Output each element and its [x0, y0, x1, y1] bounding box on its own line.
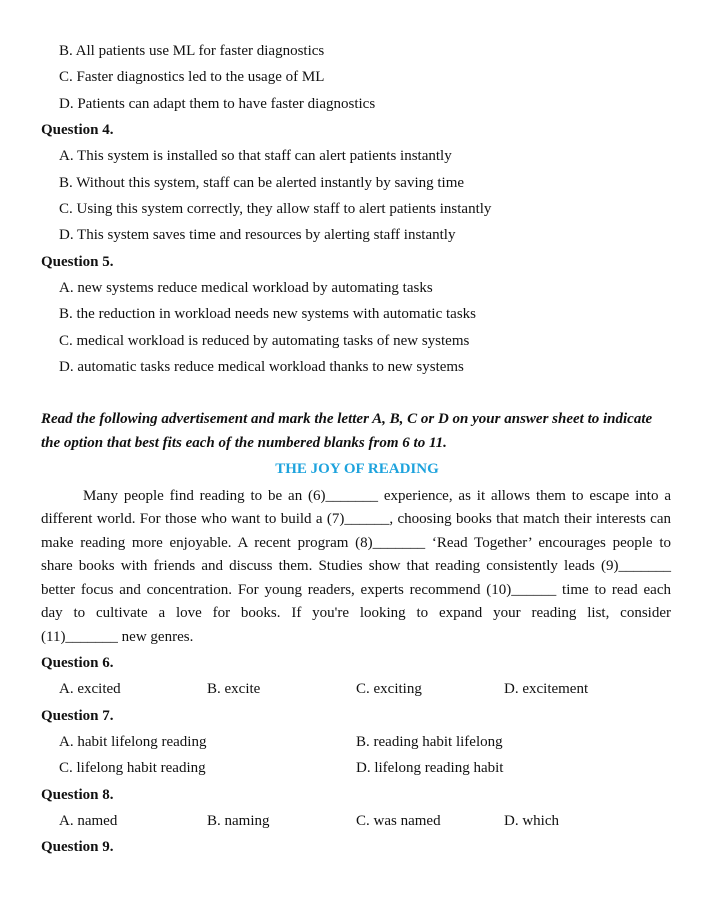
q7-option-b: B. reading habit lifelong [356, 734, 503, 750]
passage-line-7: (11)_______ new genres. [41, 629, 194, 645]
q4-option-d: D. This system saves time and resources by alerting staff instantly [59, 227, 456, 243]
q6-option-b: B. excite [207, 681, 261, 697]
q4-option-c: C. Using this system correctly, they allow staff to alert patients instantly [59, 201, 492, 217]
q7-option-a: A. habit lifelong reading [59, 734, 207, 750]
question-8-label: Question 8. [41, 787, 114, 803]
q6-option-a: A. excited [59, 681, 121, 697]
q5-option-c: C. medical workload is reduced by automating tasks of new systems [59, 333, 470, 349]
q6-option-d: D. excitement [504, 681, 589, 697]
q8-option-c: C. was named [356, 813, 441, 829]
passage-line-4: share books with friends and discuss them. Studies show that reading consistently leads (9)_______ [41, 558, 671, 574]
q4-option-a: A. This system is installed so that staff can alert patients instantly [59, 148, 452, 164]
passage-line-3: make reading more enjoyable. A recent program (8)_______ ‘Read Together’ encourages people to [41, 535, 671, 551]
q3-option-b: B. All patients use ML for faster diagnostics [59, 43, 325, 59]
q5-option-d: D. automatic tasks reduce medical workload thanks to new systems [59, 359, 464, 375]
question-5-label: Question 5. [41, 254, 114, 270]
instructions-line-2: the option that best fits each of the numbered blanks from 6 to 11. [41, 435, 447, 451]
question-6-label: Question 6. [41, 655, 114, 671]
q5-option-a: A. new systems reduce medical workload by automating tasks [59, 280, 433, 296]
q5-option-b: B. the reduction in workload needs new systems with automatic tasks [59, 306, 477, 322]
q6-option-c: C. exciting [356, 681, 422, 697]
instructions-line-1: Read the following advertisement and mark the letter A, B, C or D on your answer sheet to indicate [41, 411, 653, 427]
q3-option-c: C. Faster diagnostics led to the usage of ML [59, 69, 325, 85]
passage-line-1: Many people find reading to be an (6)_______ experience, as it allows them to escape into a [83, 488, 671, 504]
passage-line-2: different world. For those who want to build a (7)______, choosing books that match their interests can [41, 511, 671, 527]
q7-option-d: D. lifelong reading habit [356, 760, 504, 776]
question-4-label: Question 4. [41, 122, 114, 138]
q8-option-a: A. named [59, 813, 118, 829]
q3-option-d: D. Patients can adapt them to have faster diagnostics [59, 96, 376, 112]
q8-option-d: D. which [504, 813, 559, 829]
passage-line-6: day to cultivate a love for books. If you're looking to expand your reading list, consider [41, 605, 671, 621]
passage-title: THE JOY OF READING [275, 461, 439, 477]
question-9-label: Question 9. [41, 839, 114, 855]
passage-line-5: better focus and concentration. For young readers, experts recommend (10)______ time to read each [41, 582, 671, 598]
q7-option-c: C. lifelong habit reading [59, 760, 206, 776]
q8-option-b: B. naming [207, 813, 270, 829]
q4-option-b: B. Without this system, staff can be alerted instantly by saving time [59, 175, 465, 191]
question-7-label: Question 7. [41, 708, 114, 724]
